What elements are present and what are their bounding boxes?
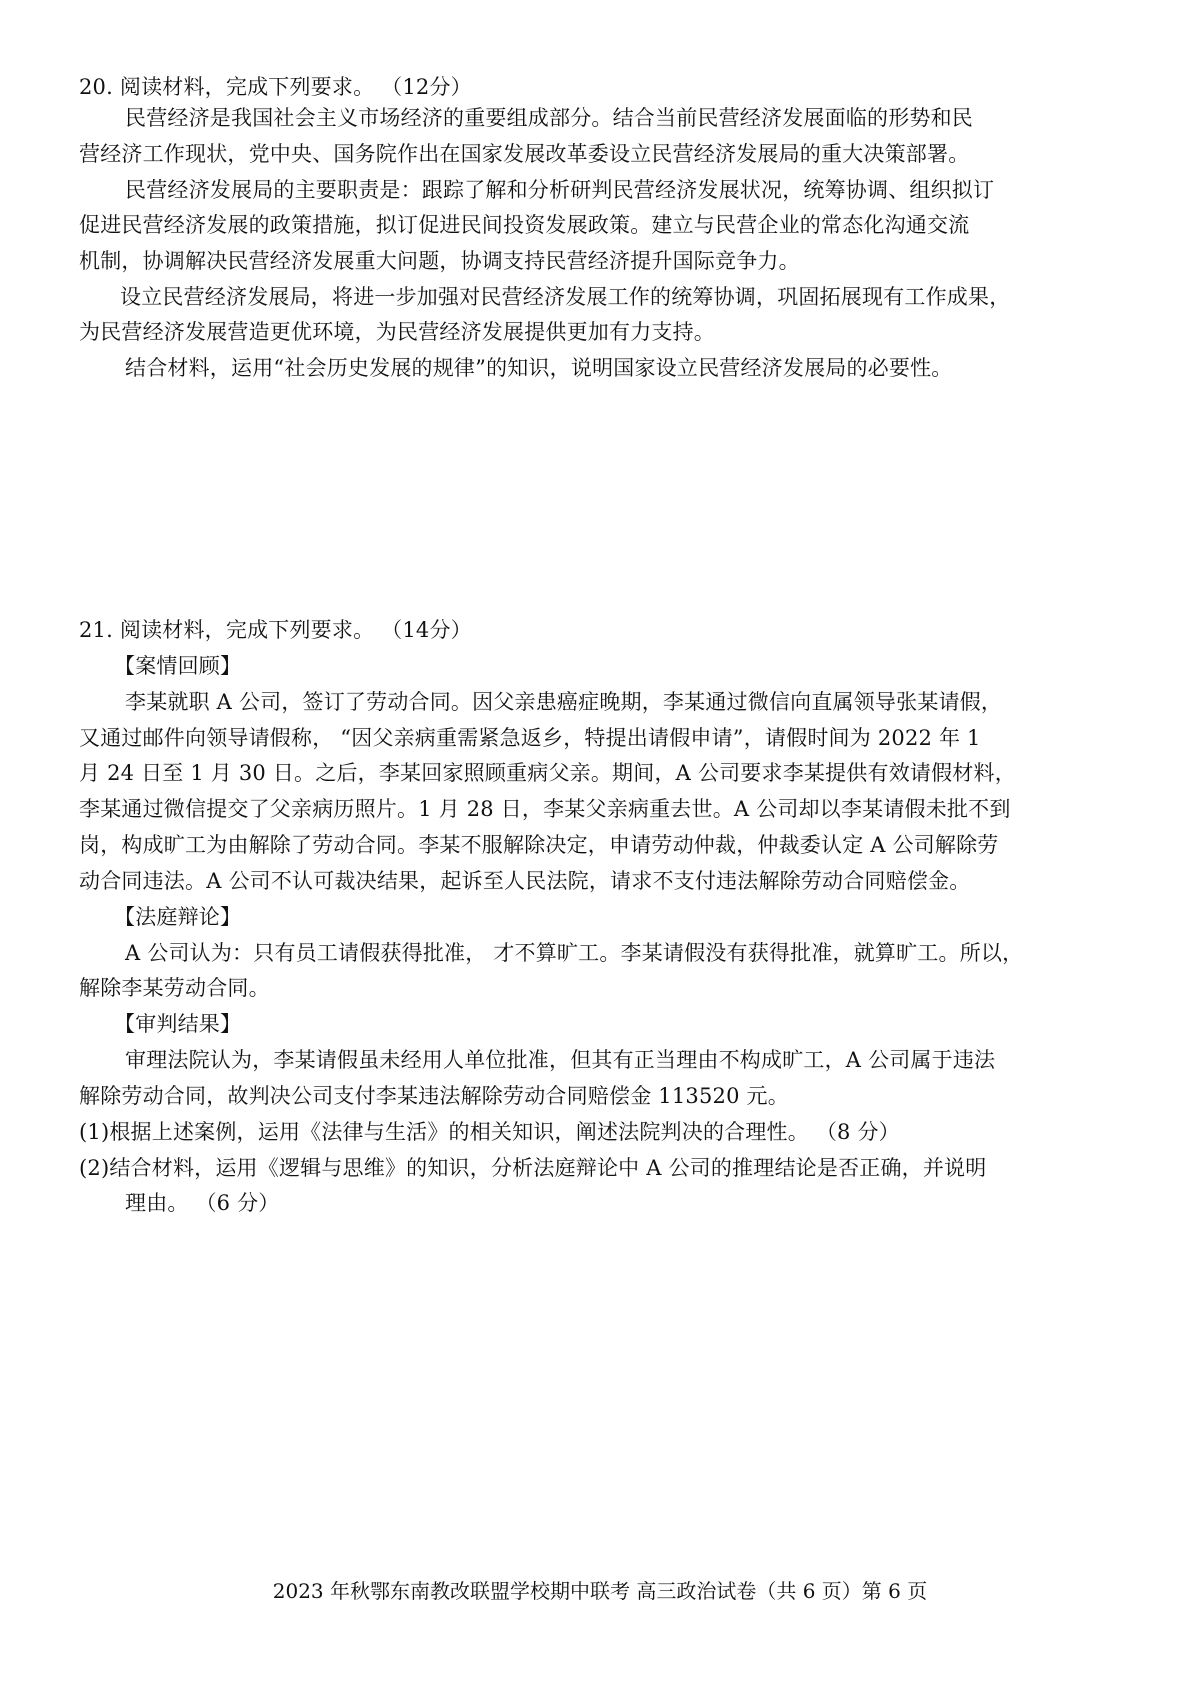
q20-line-6: 设立民营经济发展局，将进一步加强对民营经济发展工作的统筹协调，巩固拓展现有工作成果， xyxy=(120,285,1011,309)
q21-case-line-4: 李某通过微信提交了父亲病历照片。1 月 28 日，李某父亲病重去世。A 公司却以李某请假未批不到 xyxy=(79,797,1011,821)
q21-debate-line-2: 解除李某劳动合同。 xyxy=(79,976,270,1000)
q21-sub-question-1: (1)根据上述案例，运用《法律与生活》的相关知识，阐述法院判决的合理性。 （8 分） xyxy=(79,1120,900,1144)
q21-section-case: 【案情回顾】 xyxy=(114,654,242,678)
q21-case-line-5: 岗，构成旷工为由解除了劳动合同。李某不服解除决定，申请劳动仲裁，仲裁委认定 A 公司解除劳 xyxy=(79,833,999,857)
q20-line-1: 民营经济是我国社会主义市场经济的重要组成部分。结合当前民营经济发展面临的形势和民 xyxy=(125,106,973,130)
q21-verdict-line-1: 审理法院认为，李某请假虽未经用人单位批准，但其有正当理由不构成旷工，A 公司属于违法 xyxy=(125,1048,996,1072)
q20-line-3: 民营经济发展局的主要职责是：跟踪了解和分析研判民营经济发展状况，统筹协调、组织拟订 xyxy=(125,178,995,202)
q21-section-debate: 【法庭辩论】 xyxy=(114,905,242,929)
q20-line-2: 营经济工作现状，党中央、国务院作出在国家发展改革委设立民营经济发展局的重大决策部署。 xyxy=(79,142,970,166)
q21-sub-question-2-cont: 理由。 （6 分） xyxy=(125,1191,280,1215)
q21-section-verdict: 【审判结果】 xyxy=(114,1012,242,1036)
q21-verdict-line-2: 解除劳动合同，故判决公司支付李某违法解除劳动合同赔偿金 113520 元。 xyxy=(79,1084,789,1108)
q21-header: 21. 阅读材料，完成下列要求。 （14分） xyxy=(79,618,472,642)
q21-debate-line-1: A 公司认为：只有员工请假获得批准， 才不算旷工。李某请假没有获得批准，就算旷工。所以， xyxy=(125,941,1024,965)
q20-line-4: 促进民营经济发展的政策措施，拟订促进民间投资发展政策。建立与民营企业的常态化沟通交流 xyxy=(79,213,970,237)
q21-case-line-2: 又通过邮件向领导请假称， “因父亲病重需紧急返乡，特提出请假申请”，请假时间为 2022 年 1 xyxy=(79,726,981,750)
q20-line-7: 为民营经济发展营造更优环境，为民营经济发展提供更加有力支持。 xyxy=(79,320,715,344)
q21-case-line-3: 月 24 日至 1 月 30 日。之后，李某回家照顾重病父亲。期间，A 公司要求李某提供有效请假材料， xyxy=(79,761,1016,785)
q20-header: 20. 阅读材料，完成下列要求。 （12分） xyxy=(79,75,472,99)
q21-case-line-6: 动合同违法。A 公司不认可裁决结果，起诉至人民法院，请求不支付违法解除劳动合同赔偿金。 xyxy=(79,869,971,893)
q20-line-8: 结合材料，运用“社会历史发展的规律”的知识，说明国家设立民营经济发展局的必要性。 xyxy=(125,356,953,380)
page-footer: 2023 年秋鄂东南教改联盟学校期中联考 高三政治试卷（共 6 页）第 6 页 xyxy=(272,1579,928,1603)
q20-line-5: 机制，协调解决民营经济发展重大问题，协调支持民营经济提升国际竞争力。 xyxy=(79,249,800,273)
q21-sub-question-2: (2)结合材料，运用《逻辑与思维》的知识，分析法庭辩论中 A 公司的推理结论是否正确，并说明 xyxy=(79,1156,987,1180)
q21-case-line-1: 李某就职 A 公司，签订了劳动合同。因父亲患癌症晚期，李某通过微信向直属领导张某请假， xyxy=(125,690,1003,714)
